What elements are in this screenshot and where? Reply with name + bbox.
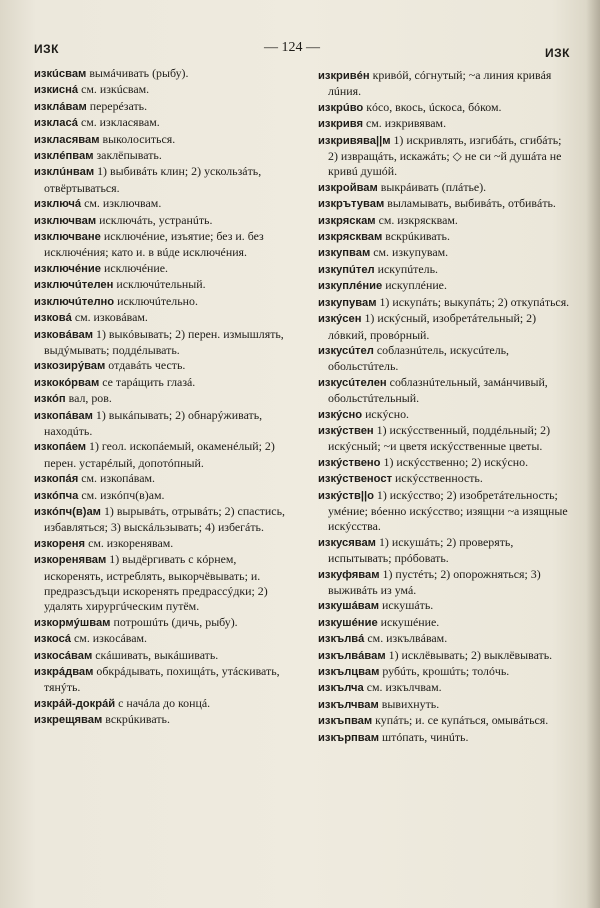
entry-headword: изкýсно — [318, 408, 363, 421]
dictionary-entry — [318, 407, 574, 423]
entry-headword: изключá — [34, 198, 82, 211]
dictionary-entry — [318, 196, 574, 212]
dictionary-entry — [318, 567, 574, 599]
dictionary-entry — [318, 598, 574, 614]
dictionary-entry — [318, 471, 574, 487]
entry-headword: изкóпча — [34, 489, 79, 502]
entry-definition: перерéзать. — [89, 98, 148, 113]
entry-definition: обкрáдывать, похищáть, утáскивать, тянýть. — [44, 664, 280, 695]
dictionary-entry — [34, 196, 296, 212]
page-edge-shadow — [586, 0, 600, 908]
entry-definition: кóсо, вкось, úскоса, бóком. — [366, 99, 502, 114]
entry-definition: 1) искýсство; 2) изобретáтельность; умéние; вóенно искýсство; изящни ~а изящные искýсства. — [328, 487, 568, 534]
entry-definition: см. изкълчвам. — [366, 680, 442, 695]
entry-headword: изклéпвам — [34, 150, 94, 163]
dictionary-entry — [318, 615, 574, 631]
entry-definition: исключáть, устранúть. — [99, 212, 213, 227]
page-header — [34, 40, 570, 60]
entry-definition: см. изключвам. — [84, 196, 162, 211]
dictionary-entry — [34, 696, 296, 712]
entry-headword: изковáвам — [34, 328, 94, 341]
entry-definition: искýсно. — [365, 406, 409, 421]
entry-definition: см. изкласявам. — [80, 115, 160, 130]
dictionary-entry — [318, 278, 574, 294]
entry-headword: изключвам — [34, 214, 97, 227]
dictionary-entry — [34, 664, 296, 696]
entry-definition: исключéние. — [103, 260, 168, 275]
entry-definition: се тарáщить глазá. — [102, 374, 196, 389]
dictionary-entry — [34, 552, 296, 615]
entry-definition: отдавáть честь. — [108, 358, 186, 373]
entry-definition: вымáчивать (рыбу). — [89, 66, 189, 80]
dictionary-entry — [318, 375, 574, 407]
dictionary-entry — [34, 615, 296, 631]
entry-definition: см. изкóпч(в)ам. — [81, 487, 165, 502]
entry-headword: изкушéние — [318, 616, 378, 629]
header-left-guideword: ИЗК — [34, 42, 59, 56]
entry-definition: 1) искýсный, изобретáтельный; 2) лóвкий, провóрный. — [328, 311, 537, 342]
entry-definition: вскрúкивать. — [105, 712, 170, 727]
entry-headword: изкоренявам — [34, 554, 107, 567]
dictionary-entry — [318, 535, 574, 567]
entry-headword: изкопáвам — [34, 409, 93, 422]
entry-headword: изкройвам — [318, 181, 378, 194]
entry-headword: изключúтелно — [34, 295, 115, 308]
dictionary-entry — [34, 648, 296, 664]
dictionary-entry — [318, 116, 574, 132]
entry-definition: с начáла до концá. — [118, 695, 211, 710]
entry-headword: изкýственост — [318, 473, 393, 486]
entry-definition: искушáть. — [382, 598, 434, 613]
dictionary-entry — [34, 294, 296, 310]
dictionary-entry — [318, 680, 574, 696]
entry-definition: см. изкосáвам. — [74, 631, 148, 646]
dictionary-entry — [318, 631, 574, 647]
dictionary-entry — [34, 504, 296, 536]
entry-definition: см. изкупувам. — [373, 245, 449, 260]
dictionary-entry — [318, 133, 574, 180]
entry-headword: изкормýшвам — [34, 616, 111, 629]
entry-definition: 1) искýсственно; 2) искýсно. — [383, 454, 529, 469]
entry-definition: 1) вырывáть, отрывáть; 2) спастись, избавляться; 3) выскáльзывать; 4) избегáть. — [44, 503, 285, 535]
dictionary-entry — [34, 488, 296, 504]
header-right-guideword: ИЗК — [545, 46, 570, 60]
entry-definition: 1) исклёвывать; 2) выклёвывать. — [388, 647, 553, 662]
entry-definition: выколоситься. — [102, 131, 176, 146]
dictionary-entry — [318, 713, 574, 729]
entry-headword: изкушáвам — [318, 600, 380, 613]
dictionary-entry — [318, 697, 574, 713]
entry-headword: изкрясквам — [318, 231, 383, 244]
entry-definition: вал, ров. — [68, 391, 112, 406]
entry-definition: соблазнúтель, искусúтель, обольстúтель. — [328, 342, 510, 374]
right-column — [318, 68, 574, 746]
dictionary-entry — [34, 358, 296, 374]
dictionary-entry — [318, 245, 574, 261]
dictionary-entry — [34, 536, 296, 552]
entry-headword: изкусúтелен — [318, 376, 387, 389]
dictionary-entry — [34, 277, 296, 293]
entry-headword: изклúнвам — [34, 166, 95, 179]
entry-definition: исключéние, изъятие; без и. без исключéния; като и. в вúде исключéния. — [44, 229, 264, 260]
entry-headword: изкореня — [34, 537, 86, 550]
entry-headword: изкласявам — [34, 133, 100, 146]
entry-headword: изкупувам — [318, 296, 377, 309]
dictionary-entry — [318, 100, 574, 116]
entry-headword: изкусúтел — [318, 344, 374, 357]
entry-definition: искупúтель. — [377, 261, 438, 276]
dictionary-entry — [34, 82, 296, 98]
entry-headword: изкосáвам — [34, 649, 93, 662]
dictionary-entry — [318, 213, 574, 229]
entry-definition: см. изкопáвам. — [81, 471, 156, 486]
entry-headword: изкúсвам — [34, 68, 87, 80]
dictionary-entry — [34, 229, 296, 261]
entry-headword: изкрáй-докрáй — [34, 697, 116, 710]
entry-headword: изкопáя — [34, 473, 79, 486]
entry-definition: заклёпывать. — [96, 148, 162, 163]
entry-definition: искуплéние. — [385, 278, 447, 293]
entry-headword: изкуплéние — [318, 280, 383, 293]
entry-headword: изкълцвам — [318, 666, 380, 679]
entry-definition: 1) искупáть; выкупáть; 2) откупáться. — [379, 294, 570, 309]
dictionary-entry — [34, 391, 296, 407]
entry-definition: соблазнúтельный, замáнчивый, обольстúтельный. — [328, 374, 548, 406]
entry-headword: изкрáдвам — [34, 666, 94, 679]
dictionary-entry — [34, 99, 296, 115]
entry-headword: изкъпвам — [318, 715, 373, 728]
dictionary-entry — [34, 148, 296, 164]
entry-definition: исключúтельно. — [117, 293, 198, 308]
entry-definition: 1) искушáть; 2) проверять, испытывать; прóбовать. — [328, 534, 514, 566]
entry-definition: 1) выкóвывать; 2) перен. измышлять, выдýмывать; поддéлывать. — [44, 326, 284, 357]
entry-headword: изкърпвам — [318, 731, 380, 744]
dictionary-entry — [318, 423, 574, 455]
left-column — [34, 66, 296, 729]
entry-headword: изкълвá — [318, 633, 365, 646]
dictionary-entry — [34, 439, 296, 471]
entry-definition: скáшивать, выкáшивать. — [95, 647, 219, 662]
entry-headword: изкуфявам — [318, 568, 380, 581]
entry-headword: изкýствен — [318, 424, 374, 437]
entry-headword: изключване — [34, 231, 101, 244]
entry-headword: изкóпч(в)ам — [34, 505, 101, 518]
entry-definition: кривóй, сóгнутый; ~а линия кривáя лúния. — [328, 68, 552, 99]
entry-definition: см. изкълвáвам. — [367, 631, 448, 646]
entry-headword: изкласá — [34, 117, 78, 130]
dictionary-entry — [318, 229, 574, 245]
entry-headword: изкълчвам — [318, 698, 379, 711]
entry-definition: 1) искривлять, изгибáть, сгибáть; 2) извращáть, искажáть; ◇ не си ~й душáта не кривú душóй. — [328, 132, 562, 179]
entry-headword: изключúтелен — [34, 279, 114, 292]
dictionary-entry — [318, 180, 574, 196]
dictionary-entry — [318, 455, 574, 471]
dictionary-entry — [34, 375, 296, 391]
dictionary-entry — [318, 295, 574, 311]
entry-definition: искýсственность. — [395, 471, 483, 486]
dictionary-entry — [318, 68, 574, 100]
entry-headword: изкупвам — [318, 247, 371, 260]
entry-definition: рубúть, крошúть; толóчь. — [382, 664, 510, 679]
entry-definition: 1) геол. ископáемый, окаменéлый; 2) перен. устарéлый, допотóпный. — [44, 439, 275, 470]
entry-definition: см. изкоренявам. — [88, 535, 174, 550]
entry-headword: изкривéн — [318, 70, 370, 82]
entry-headword: изкряскам — [318, 214, 376, 227]
entry-headword: изключéние — [34, 262, 101, 275]
entry-definition: см. изкúсвам. — [81, 82, 150, 97]
entry-headword: изковá — [34, 312, 72, 325]
dictionary-entry — [34, 327, 296, 359]
dictionary-entry — [34, 132, 296, 148]
entry-definition: 1) искýсственный, поддéльный; 2) искýсный; ~и цветя искýсственные цветы. — [328, 422, 551, 454]
dictionary-entry — [34, 66, 296, 82]
dictionary-entry — [34, 115, 296, 131]
dictionary-entry — [34, 408, 296, 440]
dictionary-entry — [34, 310, 296, 326]
entry-definition: выкрáивать (плáтье). — [380, 179, 487, 194]
dictionary-entry — [34, 471, 296, 487]
dictionary-entry — [318, 488, 574, 535]
entry-headword: изкокóрвам — [34, 376, 100, 389]
dictionary-entry — [34, 712, 296, 728]
entry-headword: изкупúтел — [318, 263, 375, 276]
entry-definition: см. изковáвам. — [74, 310, 148, 325]
entry-definition: см. изкривявам. — [366, 116, 447, 131]
entry-definition: штóпать, чинúть. — [382, 729, 469, 744]
page-number: — 124 — — [264, 40, 320, 55]
dictionary-entry — [318, 664, 574, 680]
entry-headword: изкиснá — [34, 84, 79, 97]
dictionary-entry — [318, 262, 574, 278]
entry-headword: изкрúво — [318, 101, 364, 114]
dictionary-entry — [34, 631, 296, 647]
entry-definition: искушéние. — [380, 614, 440, 629]
entry-definition: 1) выкáпывать; 2) обнарýживать, находúть. — [44, 407, 263, 438]
entry-headword: изкрътувам — [318, 198, 385, 211]
entry-definition: выламывать, выбивáть, отбивáть. — [387, 196, 556, 211]
entry-headword: изкóп — [34, 393, 66, 406]
entry-headword: изкопáем — [34, 441, 87, 454]
dictionary-entry — [318, 730, 574, 746]
entry-headword: изкривява||м — [318, 134, 391, 147]
entry-headword: изкрещявам — [34, 714, 103, 727]
entry-definition: исключúтельный. — [116, 277, 206, 292]
entry-definition: вскрúкивать. — [385, 229, 450, 244]
entry-headword: изкосá — [34, 633, 72, 646]
entry-definition: см. изкрясквам. — [378, 212, 458, 227]
entry-headword: изкýсен — [318, 313, 362, 326]
entry-headword: изкýств||о — [318, 489, 374, 502]
entry-definition: 1) пустéть; 2) опорожняться; 3) выживáть из умá. — [328, 566, 541, 597]
entry-definition: купáть; и. се купáться, омывáться. — [375, 713, 549, 728]
entry-headword: изкýствено — [318, 456, 381, 469]
dictionary-entry — [318, 648, 574, 664]
entry-headword: изкозирýвам — [34, 360, 106, 373]
dictionary-entry — [34, 213, 296, 229]
entry-headword: изклáвам — [34, 100, 87, 113]
entry-definition: потрошúть (дичь, рыбу). — [113, 614, 238, 629]
dictionary-entry — [34, 261, 296, 277]
dictionary-entry — [34, 164, 296, 196]
dictionary-entry — [318, 343, 574, 375]
entry-headword: изкусявам — [318, 536, 376, 549]
entry-headword: изкълча — [318, 682, 364, 695]
entry-headword: изкривя — [318, 118, 364, 131]
entry-definition: вывихнуть. — [381, 696, 440, 711]
entry-headword: изкълвáвам — [318, 649, 386, 662]
entry-definition: 1) выбивáть клин; 2) ускользáть, отвёртываться. — [44, 164, 262, 195]
entry-definition: 1) выдёргивать с кóрнем, искоренять, истреблять, выкорчёвывать; и. предразсъдъци искоренять предрассýдки; 2) удалять хирургúческим путём. — [44, 552, 268, 614]
dictionary-entry — [318, 311, 574, 343]
